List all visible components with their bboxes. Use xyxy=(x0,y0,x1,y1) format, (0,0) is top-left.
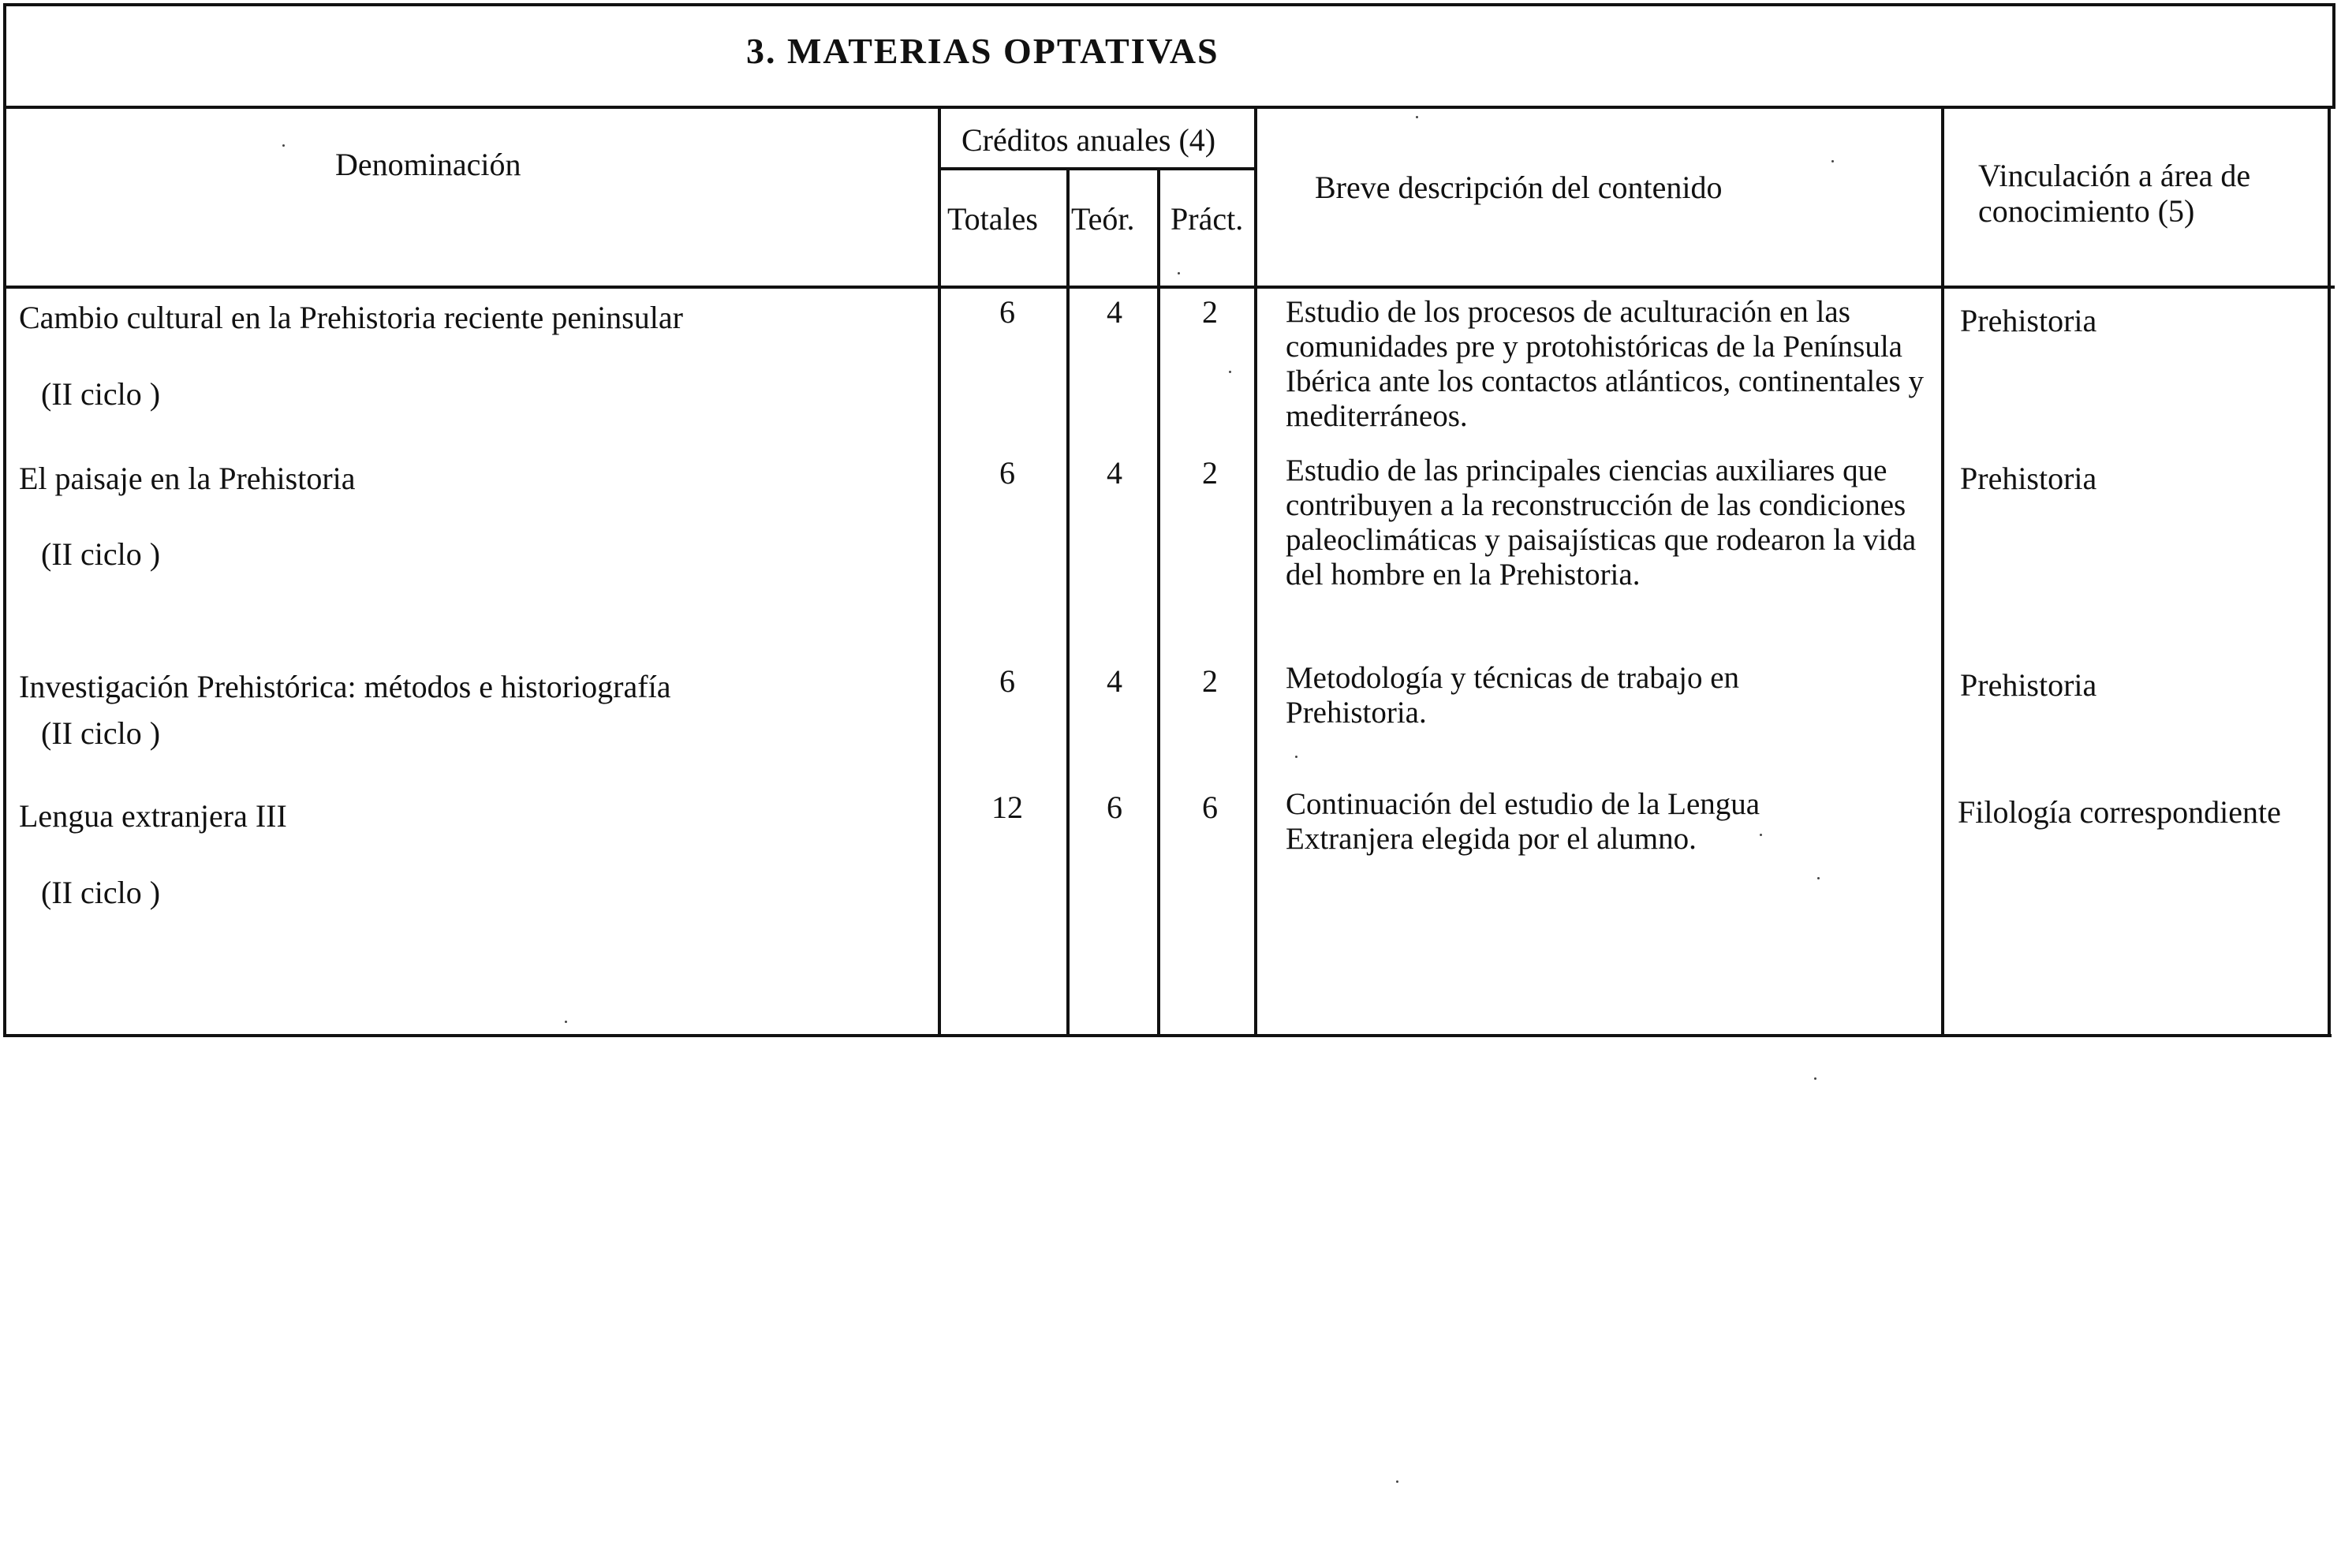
row-2-pract: 2 xyxy=(1202,455,1218,491)
scan-speck xyxy=(1178,272,1180,274)
scan-speck xyxy=(1831,160,1834,162)
header-denominacion: Denominación xyxy=(335,147,521,182)
header-teor: Teór. xyxy=(1071,201,1135,237)
row-1-pract: 2 xyxy=(1202,294,1218,330)
pract-col-rule xyxy=(1254,106,1257,1037)
denominacion-col-rule xyxy=(938,106,941,1037)
row-2-denominacion: El paisaje en la Prehistoria xyxy=(19,461,356,496)
row-3-ciclo: (II ciclo ) xyxy=(41,715,161,751)
row-4-denominacion: Lengua extranjera III xyxy=(19,798,287,834)
table-top-border xyxy=(3,3,2335,6)
scan-speck xyxy=(282,144,285,147)
section-title: 3. MATERIAS OPTATIVAS xyxy=(746,31,1219,71)
scan-speck xyxy=(1396,1480,1398,1483)
header-vinculacion-line2: conocimiento (5) xyxy=(1978,193,2195,229)
header-totales: Totales xyxy=(947,201,1038,237)
totales-col-rule xyxy=(1066,167,1070,1037)
row-1-ciclo: (II ciclo ) xyxy=(41,376,161,412)
header-descripcion: Breve descripción del contenido xyxy=(1315,170,1723,205)
scan-speck xyxy=(1295,756,1297,758)
descripcion-col-rule xyxy=(1941,106,1944,1037)
row-1-descripcion: Estudio de los procesos de aculturación en las comunidades pre y protohistóricas de la Península Ibérica ante los contactos atlánticos, continentales y mediterráneos. xyxy=(1286,295,1924,433)
row-4-teor: 6 xyxy=(1107,790,1122,825)
row-1-denominacion: Cambio cultural en la Prehistoria reciente peninsular xyxy=(19,300,683,335)
row-3-pract: 2 xyxy=(1202,663,1218,699)
row-3-denominacion: Investigación Prehistórica: métodos e historiografía xyxy=(19,669,671,704)
table-left-border xyxy=(3,3,6,1037)
row-2-ciclo: (II ciclo ) xyxy=(41,536,161,572)
row-2-area: Prehistoria xyxy=(1960,461,2097,496)
row-1-teor: 4 xyxy=(1107,294,1122,330)
creditos-subheader-rule xyxy=(939,167,1257,170)
row-4-descripcion: Continuación del estudio de la Lengua Extranjera elegida por el alumno. xyxy=(1286,787,1760,856)
row-1-totales: 6 xyxy=(999,294,1015,330)
row-2-descripcion: Estudio de las principales ciencias auxiliares que contribuyen a la reconstrucción de las condiciones paleoclimáticas y paisajísticas que rodearon la vida del hombre en la Prehistoria. xyxy=(1286,454,1917,592)
row-2-totales: 6 xyxy=(999,455,1015,491)
row-2-teor: 4 xyxy=(1107,455,1122,491)
row-4-area: Filología correspondiente xyxy=(1958,794,2281,830)
table-bottom-border xyxy=(3,1034,2332,1037)
header-vinculacion-line1: Vinculación a área de xyxy=(1978,158,2251,193)
scan-speck xyxy=(1229,371,1231,373)
title-divider xyxy=(3,106,2335,109)
row-4-totales: 12 xyxy=(991,790,1023,825)
header-creditos-anuales: Créditos anuales (4) xyxy=(961,122,1216,158)
row-3-descripcion: Metodología y técnicas de trabajo en Prehistoria. xyxy=(1286,661,1740,730)
teor-col-rule xyxy=(1157,167,1160,1037)
row-1-area: Prehistoria xyxy=(1960,303,2097,338)
row-3-teor: 4 xyxy=(1107,663,1122,699)
scan-speck xyxy=(1760,834,1762,836)
header-pract: Práct. xyxy=(1170,201,1244,237)
scan-speck xyxy=(1416,116,1418,118)
title-right-border xyxy=(2332,3,2335,109)
scan-speck xyxy=(1814,1077,1816,1080)
row-4-pract: 6 xyxy=(1202,790,1218,825)
scan-speck xyxy=(565,1021,567,1023)
scan-speck xyxy=(1817,877,1820,879)
row-3-totales: 6 xyxy=(999,663,1015,699)
header-bottom-rule xyxy=(3,286,2335,289)
row-4-ciclo: (II ciclo ) xyxy=(41,875,161,910)
table-right-border xyxy=(2328,106,2331,1037)
row-3-area: Prehistoria xyxy=(1960,667,2097,703)
